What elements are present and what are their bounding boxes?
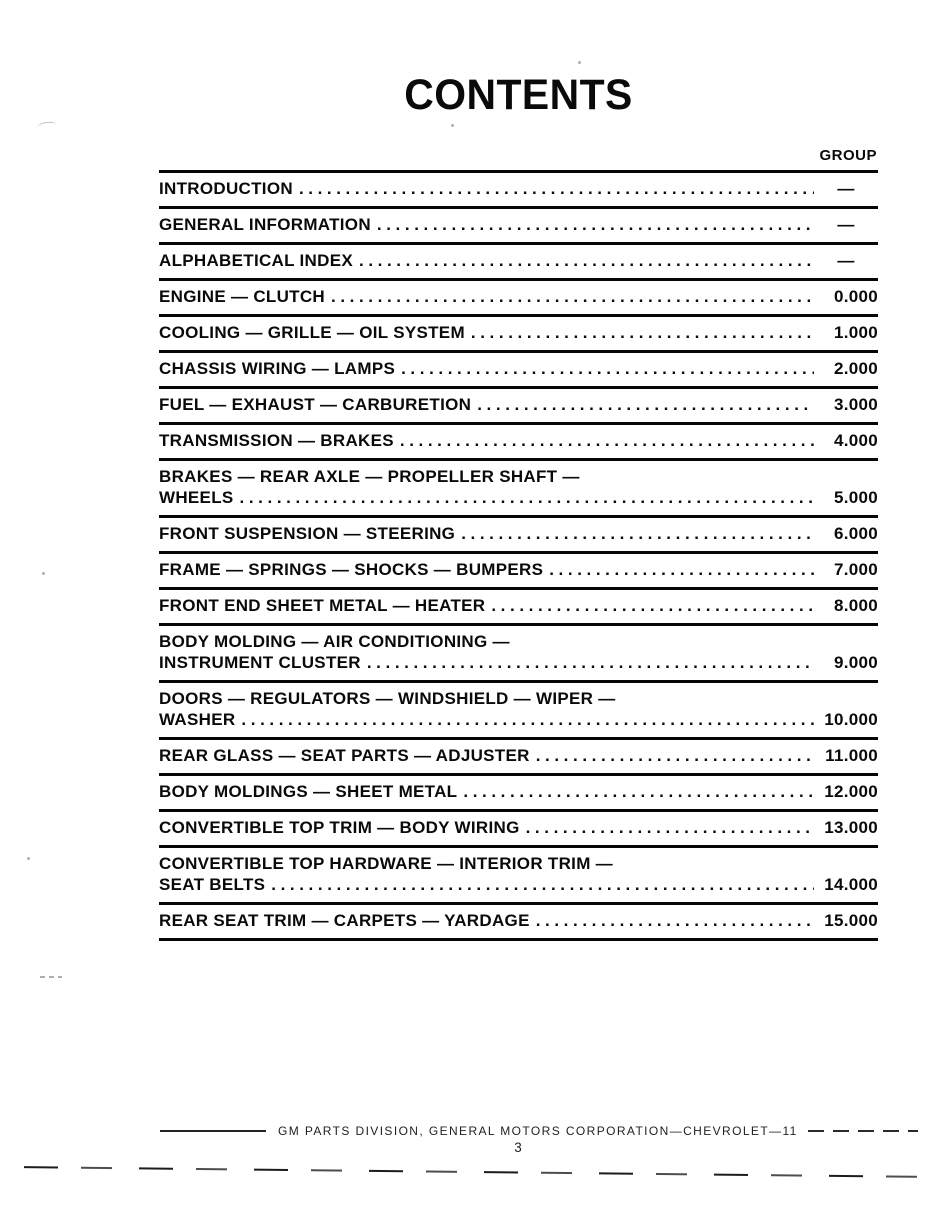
toc-entry: [159, 590, 878, 626]
toc-entry: [159, 389, 878, 425]
dot-leader: [241, 709, 814, 730]
scan-artifact: [40, 976, 62, 978]
toc-entry-group: —: [837, 215, 855, 234]
toc-entry-title: COOLING — GRILLE — OIL SYSTEM: [159, 323, 465, 342]
toc-entry-title: INSTRUMENT CLUSTER: [159, 653, 361, 672]
toc-entry-title-line: BRAKES — REAR AXLE — PROPELLER SHAFT —: [159, 467, 580, 486]
dot-leader: [331, 286, 814, 307]
toc-entry-title: CONVERTIBLE TOP TRIM — BODY WIRING: [159, 818, 520, 837]
toc-entry: [159, 554, 878, 590]
toc-entry-title: TRANSMISSION — BRAKES: [159, 431, 394, 450]
toc-entry-title: BODY MOLDINGS — SHEET METAL: [159, 782, 458, 801]
toc-entry: [159, 848, 878, 905]
toc-entry-title: WASHER: [159, 710, 236, 729]
toc-entry: [159, 683, 878, 740]
dot-leader: [359, 250, 814, 271]
toc-entry-group: 0.000: [833, 287, 878, 306]
toc-entry: [159, 740, 878, 776]
toc-entry-title: FRONT END SHEET METAL — HEATER: [159, 596, 486, 615]
toc-entry-group: 2.000: [833, 359, 878, 378]
toc-entry-title: REAR SEAT TRIM — CARPETS — YARDAGE: [159, 911, 530, 930]
dot-leader: [549, 559, 814, 580]
toc-entry-title-line: DOORS — REGULATORS — WINDSHIELD — WIPER —: [159, 689, 616, 708]
toc-entry-group: 7.000: [833, 560, 878, 579]
toc-entry-group: 8.000: [833, 596, 878, 615]
toc-entry-title: WHEELS: [159, 488, 234, 507]
footer: [160, 1122, 879, 1140]
toc-entry-group: 15.000: [824, 911, 878, 930]
dot-leader: [377, 214, 814, 235]
toc-entry-title: INTRODUCTION: [159, 179, 293, 198]
toc-entry: [159, 518, 878, 554]
toc-entry-title: GENERAL INFORMATION: [159, 215, 371, 234]
toc-entry-title-line: BODY MOLDING — AIR CONDITIONING —: [159, 632, 510, 651]
toc-entry-group: 11.000: [825, 746, 878, 765]
toc-entry-group: 14.000: [824, 875, 878, 894]
toc-entry-title: ALPHABETICAL INDEX: [159, 251, 353, 270]
toc-entry: [159, 173, 878, 209]
page-number: 3: [514, 1140, 523, 1155]
toc-entry-title: CHASSIS WIRING — LAMPS: [159, 359, 396, 378]
toc-entry-group: —: [837, 179, 855, 198]
toc-entry: [159, 905, 878, 941]
toc-entry: [159, 626, 878, 683]
dot-leader: [240, 487, 814, 508]
dot-leader: [536, 910, 814, 931]
dot-leader: [463, 781, 814, 802]
dot-leader: [536, 745, 814, 766]
scan-artifact: [27, 857, 30, 860]
toc-entry: [159, 317, 878, 353]
toc-entry-group: 6.000: [833, 524, 878, 543]
footer-rule-left: [160, 1130, 266, 1132]
toc-entry-group: 3.000: [833, 395, 878, 414]
toc-entry: [159, 245, 878, 281]
scan-artifact: [42, 572, 45, 575]
toc-entry-title: SEAT BELTS: [159, 875, 266, 894]
dot-leader: [491, 595, 814, 616]
toc-entry: [159, 353, 878, 389]
toc-entry: [159, 209, 878, 245]
toc-entry-title: FUEL — EXHAUST — CARBURETION: [159, 395, 472, 414]
toc-entry-title: FRAME — SPRINGS — SHOCKS — BUMPERS: [159, 560, 544, 579]
bottom-edge-dashed-line: [24, 1166, 929, 1178]
toc-entry: [159, 461, 878, 518]
toc-entry: [159, 812, 878, 848]
scan-artifact: [578, 61, 581, 64]
group-column-header: GROUP: [819, 147, 877, 164]
toc-entry-group: 13.000: [824, 818, 878, 837]
toc-entry: [159, 281, 878, 317]
dot-leader: [526, 817, 814, 838]
toc-entry-title: ENGINE — CLUTCH: [159, 287, 325, 306]
scan-artifact: [38, 121, 57, 130]
content-column: [159, 0, 878, 941]
dot-leader: [401, 358, 814, 379]
dot-leader: [461, 523, 814, 544]
dot-leader: [471, 322, 814, 343]
toc-entry-group: 10.000: [824, 710, 878, 729]
toc-entry-group: 1.000: [833, 323, 878, 342]
dot-leader: [400, 430, 814, 451]
dot-leader: [271, 874, 814, 895]
toc-entry-title-line: CONVERTIBLE TOP HARDWARE — INTERIOR TRIM —: [159, 854, 613, 873]
toc-entry-group: 12.000: [824, 782, 878, 801]
toc-entry-title: REAR GLASS — SEAT PARTS — ADJUSTER: [159, 746, 530, 765]
dot-leader: [367, 652, 814, 673]
scan-artifact: [451, 124, 454, 127]
dot-leader: [477, 394, 814, 415]
toc-entry-group: 4.000: [833, 431, 878, 450]
toc-entry: [159, 776, 878, 812]
footer-text: GM PARTS DIVISION, GENERAL MOTORS CORPORATION—CHEVROLET—11: [278, 1124, 798, 1138]
toc-entry-title: FRONT SUSPENSION — STEERING: [159, 524, 456, 543]
page-title: CONTENTS: [404, 71, 633, 119]
toc-table: [159, 170, 878, 941]
footer-dashes-right: [808, 1130, 918, 1132]
toc-entry-group: —: [837, 251, 855, 270]
toc-entry: [159, 425, 878, 461]
toc-entry-group: 9.000: [833, 653, 878, 672]
toc-entry-group: 5.000: [833, 488, 878, 507]
dot-leader: [299, 178, 814, 199]
